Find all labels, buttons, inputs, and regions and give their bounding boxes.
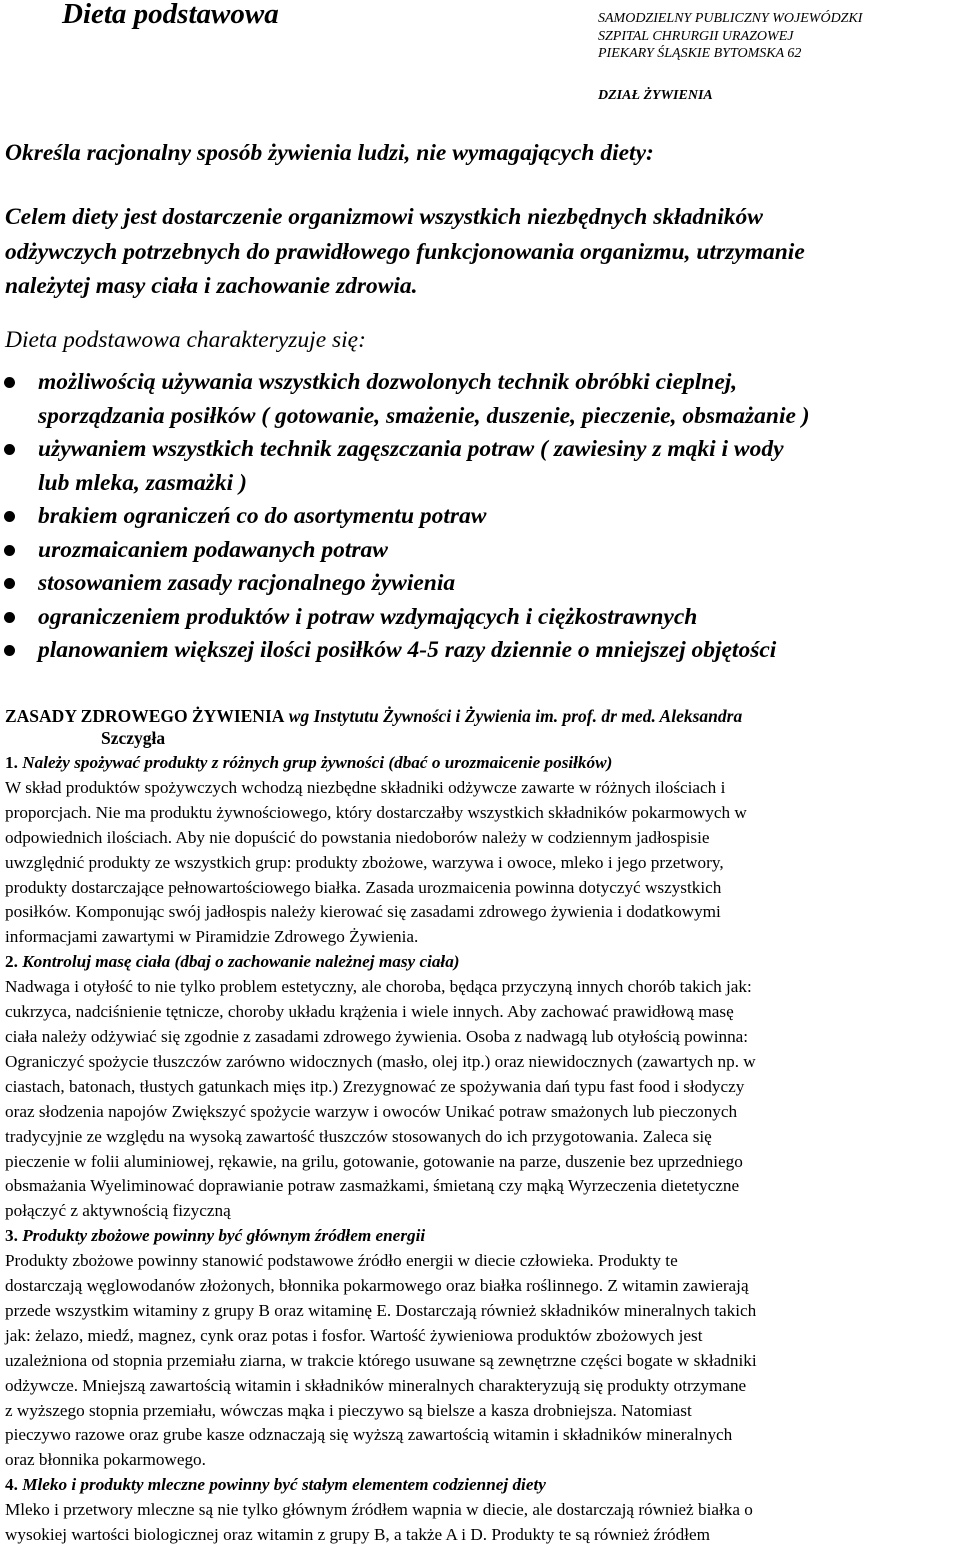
bullet-icon (4, 444, 15, 455)
paragraph-line: oraz błonnika pokarmowego. (5, 1450, 206, 1470)
paragraph-line: Ograniczyć spożycie tłuszczów zarówno widocznych (masło, olej itp.) oraz niewidocznych (zawartych np. w (5, 1051, 756, 1071)
section-heading (5, 1473, 960, 1498)
section-number: 2. (5, 952, 18, 972)
list-item-text: używaniem wszystkich technik zagęszczania potraw ( zawiesiny z mąki i wody (38, 436, 784, 462)
paragraph-line: oraz słodzenia napojów Zwiększyć spożycie warzyw i owoców Unikać potraw smażonych lub pieczonych (5, 1101, 738, 1121)
section-title: Mleko i produkty mleczne powinny być stałym elementem codziennej diety (17, 1475, 546, 1495)
list-item (0, 500, 960, 534)
department-label: DZIAŁ ŻYWIENIA (598, 88, 713, 103)
bullet-icon (4, 612, 15, 623)
section-heading (5, 1224, 960, 1249)
bullet-icon (4, 545, 15, 556)
list-item-text: stosowaniem zasady racjonalnego żywienia (38, 570, 456, 596)
paragraph-line: ciastach, batonach, tłustych gatunkach mięs itp.) Zrezygnować ze spożywania dań typu fast food i słodyczy (5, 1076, 745, 1096)
rules-heading-name: Szczygła (101, 728, 166, 748)
section-heading (5, 751, 960, 776)
paragraph-line: odpowiednich ilościach. Aby nie dopuścić do powstania niedoborów należy w codziennym jadłospisie (5, 827, 710, 847)
rules-heading-main: ZASADY ZDROWEGO ŻYWIENIA (5, 706, 285, 726)
section-title: Należy spożywać produkty z różnych grup żywności (dbać o urozmaicenie posiłków) (17, 753, 613, 772)
paragraph-line: proporcjach. Nie ma produktu żywnościowego, który dostarczałby wszystkich składników pokarmowych w (5, 802, 747, 822)
bullet-icon (4, 578, 15, 589)
list-item-text: lub mleka, zasmażki ) (38, 469, 247, 496)
goal-line: odżywczych potrzebnych do prawidłowego funkcjonowania organizmu, utrzymanie (5, 238, 805, 265)
list-item (0, 601, 960, 635)
paragraph-line: produkty dostarczające pełnowartościowego białka. Zasada urozmaicenia powinna dotyczyć wszystkich (5, 877, 722, 897)
paragraph-line: Produkty zbożowe powinny stanowić podstawowe źródło energii w diecie człowieka. Produkty te (5, 1251, 678, 1271)
bullet-icon (4, 377, 15, 388)
paragraph-line: pieczenie w folii aluminiowej, rękawie, na grilu, gotowanie, gotowanie na parze, duszenie bez uprzedniego (5, 1151, 743, 1171)
list-item (0, 366, 960, 433)
hospital-line: SAMODZIELNY PUBLICZNY WOJEWÓDZKI (598, 11, 863, 26)
list-item (0, 534, 960, 568)
list-item-text: brakiem ograniczeń co do asortymentu potraw (38, 503, 487, 529)
list-item-text: sporządzania posiłków ( gotowanie, smażenie, duszenie, pieczenie, obsmażanie ) (38, 402, 810, 429)
paragraph-line: ciała należy odżywiać się zgodnie z zasadami zdrowego żywienia. Osoba z nadwagą lub otyłością powinna: (5, 1026, 749, 1046)
characteristics-list (0, 366, 960, 668)
bullet-icon (4, 645, 15, 656)
list-item-text: ograniczeniem produktów i potraw wzdymających i ciężkostrawnych (38, 603, 698, 630)
paragraph-line: odżywcze. Mniejszą zawartością witamin i składników mineralnych charakteryzują się produkty otrzymane (5, 1375, 747, 1395)
paragraph-line: wysokiej wartości biologicznej oraz witamin z grupy B, a także A i D. Produkty te są również źródłem (5, 1525, 710, 1545)
section-number: 4. (5, 1475, 18, 1495)
characteristics-title: Dieta podstawowa charakteryzuje się: (5, 327, 366, 353)
section-number: 1. (5, 753, 18, 772)
intro-heading: Określa racjonalny sposób żywienia ludzi, nie wymagających diety: (5, 140, 654, 166)
list-item (0, 634, 960, 668)
rules-heading (5, 705, 742, 749)
list-item (0, 567, 960, 601)
goal-paragraph (5, 200, 955, 304)
paragraph-line: posiłków. Komponując swój jadłospis należy kierować się zasadami zdrowego żywienia i dodatkowymi (5, 902, 721, 922)
paragraph-line: jak: żelazo, miedź, magnez, cynk oraz potas i fosfor. Wartość żywieniowa produktów zbożowych jest (5, 1325, 703, 1345)
hospital-name (598, 10, 862, 63)
list-item-text: możliwością używania wszystkich dozwolonych technik obróbki cieplnej, (38, 369, 738, 395)
goal-line: Celem diety jest dostarczenie organizmowi wszystkich niezbędnych składników (5, 204, 763, 230)
paragraph-line: cukrzyca, nadciśnienie tętnicze, choroby układu krążenia i wiele innych. Aby zachować prawidłową masę (5, 1002, 734, 1022)
section-title: Kontroluj masę ciała (dbaj o zachowanie należnej masy ciała) (17, 952, 460, 972)
section-heading (5, 950, 960, 975)
paragraph-line: W skład produktów spożywczych wchodzą niezbędne składniki odżywcze zawarte w różnych ilościach i (5, 777, 726, 797)
document-title: Dieta podstawowa (62, 0, 279, 30)
paragraph-line: Mleko i przetwory mleczne są nie tylko głównym źródłem wapnia w diecie, ale dostarczają również białka o (5, 1500, 753, 1520)
paragraph-line: tradycyjnie ze względu na wysoką zawartość tłuszczów stosowanych do ich przygotowania. Zaleca się (5, 1126, 712, 1146)
list-item-text: urozmaicaniem podawanych potraw (38, 536, 388, 563)
paragraph-line: pieczywo razowe oraz grube kasze odznaczają się wyższą zawartością witamin i składników mineralnych (5, 1425, 733, 1445)
paragraph-line: połączyć z aktywnością fizyczną (5, 1201, 231, 1221)
paragraph-line: z wyższego stopnia przemiału, wówczas mąka i pieczywo są bielsze a kasza drobniejsza. Natomiast (5, 1400, 692, 1420)
section-number: 3. (5, 1226, 18, 1246)
paragraph-line: uwzględnić produkty ze wszystkich grup: produkty zbożowe, warzywa i owoce, mleko i jego przetwory, (5, 852, 724, 872)
rules-heading-source: wg Instytutu Żywności i Żywienia im. prof. dr med. Aleksandra (284, 706, 743, 726)
paragraph-line: dostarczają węglowodanów złożonych, błonnika pokarmowego oraz białka roślinnego. Z witamin zawierają (5, 1276, 749, 1296)
bullet-icon (4, 511, 15, 522)
hospital-line: PIEKARY ŚLĄSKIE BYTOMSKA 62 (598, 46, 802, 61)
paragraph-line: uzależniona od stopnia przemiału ziarna, w trakcie którego usuwane są zewnętrzne części bogate w składniki (5, 1350, 757, 1370)
paragraph-line: obsmażania Wyeliminować doprawianie potraw zasmażkami, śmietaną czy mąką Wyrzeczenia dietetyczne (5, 1176, 740, 1196)
rules-body (5, 751, 960, 1548)
paragraph-line: przede wszystkim witaminy z grupy B oraz witaminę E. Dostarczają również składników mineralnych takich (5, 1300, 757, 1320)
list-item-text: planowaniem większej ilości posiłków 4-5 razy dziennie o mniejszej objętości (38, 637, 777, 663)
paragraph-line: informacjami zawartymi w Piramidzie Zdrowego Żywienia. (5, 927, 419, 947)
section-title: Produkty zbożowe powinny być głównym źródłem energii (17, 1226, 426, 1246)
paragraph-line: Nadwaga i otyłość to nie tylko problem estetyczny, ale choroba, będąca przyczyną innych chorób takich jak: (5, 977, 752, 997)
list-item (0, 433, 960, 500)
hospital-line: SZPITAL CHRURGII URAZOWEJ (598, 28, 794, 44)
goal-line: należytej masy ciała i zachowanie zdrowia. (5, 273, 418, 299)
